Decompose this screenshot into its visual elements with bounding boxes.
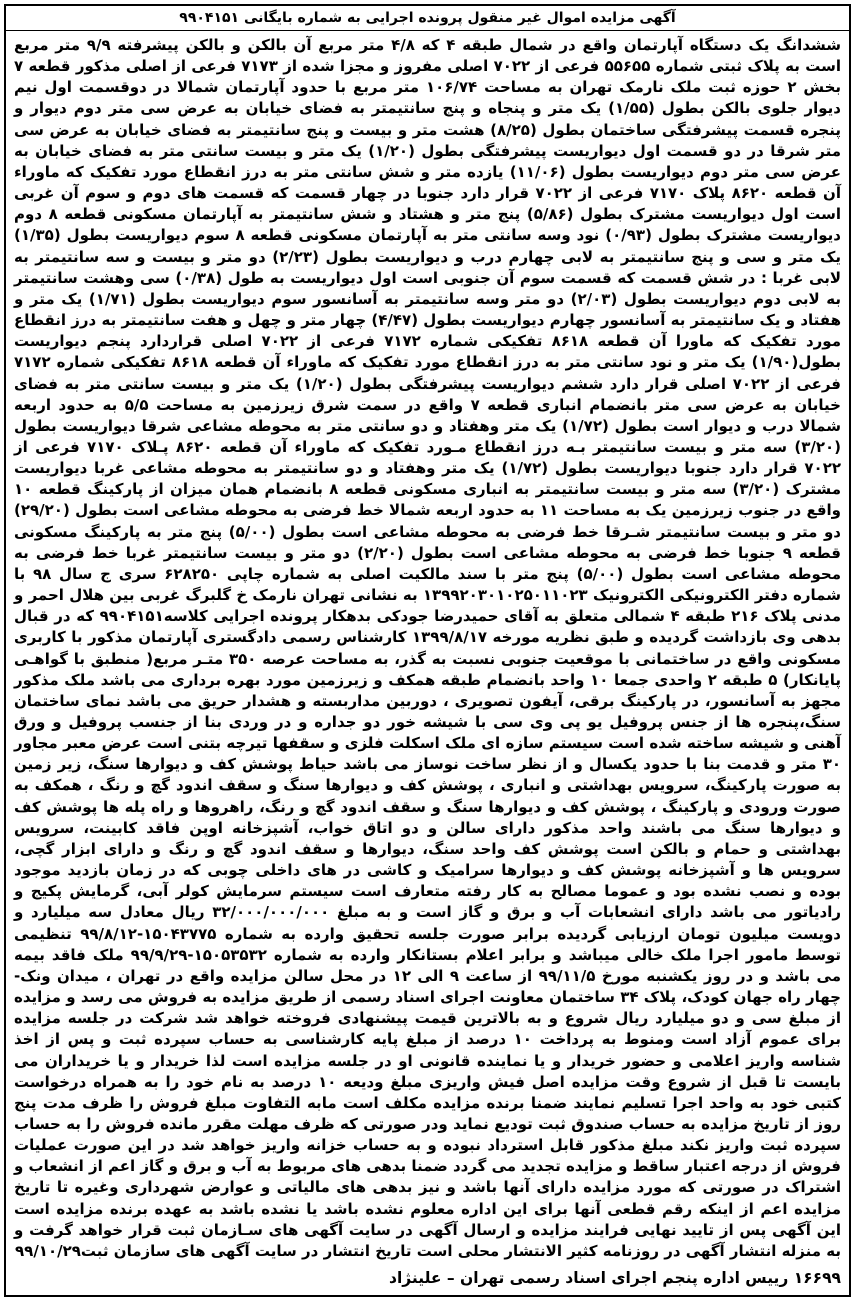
auction-notice <box>4 4 851 1297</box>
notice-body: ششدانگ یک دستگاه آپارتمان واقع در شمال طبقه ۴ که ۴/۸ متر مربع آن بالکن و بالکن پیشرفته ۹/۹ متر مربع است به پلاک ثبتی شماره ۵۵۶۵۵ فرعی از ۷۰۲۲ اصلی مفروز و مجزا شده از ۷۱۷۳ فرعی از اصلی مذکور قطعه ۷ بخش ۲ حوزه ثبت ملک نارمک تهران به مساحت ۱۰۶/۷۴ متر مربع با حدود آپارتمان شمالا در دوقسمت اول نیم دیوار جلوی بالکن بطول (۱/۵۵) یک متر و پنجاه و پنج سانتیمتر به فضای خیابان به عرض سی متر دوم دیوار و پنجره قسمت پیشرفتگی ساختمان بطول (۸/۲۵) هشت متر و بیست و پنج سانتیمتر به فضای خیابان به عرض سی متر شرقا در دو قسمت اول دیواریست پیشرفتگی بطول (۱/۲۰) یک متر و بیست سانتی متر به فضای خیابان به عرض سی متر دوم دیواریست بطول (۱۱/۰۶) یازده متر و شش سانتی متر به درز انقطاع مورد تفکیک که ماوراء آن قطعه ۸۶۲۰ پلاک ۷۱۷۰ فرعی از ۷۰۲۲ قرار دارد جنوبا در چهار قسمت که قسمت های دوم و سوم آن غربی است اول دیواریست مشترک بطول (۵/۸۶) پنج متر و هشتاد و شش سانتیمتر به آپارتمان مسکونی قطعه ۸ دوم دیواریست مشترک بطول (۰/۹۳) نود وسه سانتی متر به آپارتمان مسکونی قطعه ۸ سوم دیواریست بطول (۱/۳۵) یک متر و سی و پنج سانتیمتر به لابی چهارم درب و دیواریست بطول (۲/۲۳) دو متر و بیست و سه سانتیمتر به لابی غربا : در شش قسمت که قسمت سوم آن جنوبی است اول دیواریست به طول (۰/۳۸) سی وهشت سانتیمتر به لابی دوم دیواریست بطول (۲/۰۳) دو متر وسه سانتیمتر به آسانسور سوم دیواریست بطول (۱/۷۱) یک متر و هفتاد و یک سانتیمتر به آسانسور چهارم دیواریست بطول (۴/۴۷) چهار متر و چهل و هفت سانتیمتر به درز انقطاع مورد تفکیک که ماورا آن قطعه ۸۶۱۸ تفکیکی شماره ۷۱۷۲ فرعی از ۷۰۲۲ اصلی قراردارد پنجم دیواریست بطول(۱/۹۰) یک متر و نود سانتی متر به درز انقطاع مورد تفکیک که ماوراء آن قطعه ۸۶۱۸ تفکیکی شماره ۷۱۷۲ فرعی از ۷۰۲۲ اصلی قرار دارد ششم دیواریست پیشرفتگی بطول (۱/۲۰) یک متر و بیست سانتی متر به فضای خیابان به عرض سی متر بانضمام انباری قطعه ۷ واقع در سمت شرق زیرزمین به مساحت ۵/۵ به حدود اربعه شمالا درب و دیوار است بطول (۱/۷۲) یک متر وهفتاد و دو سانتی متر به محوطه مشاعی شرقا دیواریست بطول (۳/۲۰) سه متر و بیست سانتیمتر بـه درز انقطاع مـورد تفکیک که ماوراء آن قطعه ۸۶۲۰ پـلاک ۷۱۷۰ فرعی از ۷۰۲۲ قرار دارد جنوبا دیواریست بطول (۱/۷۲) یک متر وهفتاد و دو سانتیمتر به محوطه مشاعی غربا دیواریست مشترک (۳/۲۰) سه متر و بیست سانتیمتر به انباری مسکونی قطعه ۸ بانضمام همان میزان از پارکینگ قطعه ۱۰ واقع در جنوب زیرزمین یک به مساحت ۱۱ به حدود اربعه شمالا خط فرضی به محوطه مشاعی است بطول (۲۹/۲۰) دو متر و بیست سانتیمتر شـرقا خط فرضی به محوطه مشاعی است بطول (۵/۰۰) پنج متر به پارکینگ مسکونی قطعه ۹ جنوبا خط فرضی به محوطه مشاعی است بطول (۲/۲۰) دو متر و بیست سانتیمتر غربا خط فرضی به محوطه مشاعی است بطول (۵/۰۰) پنج متر با سند مالکیت اصلی به شماره چاپی ۶۲۸۲۵۰ سری ج سال ۹۸ با شماره دفتر الکترونیکی الکترونیک ۱۳۹۹۲۰۳۰۱۰۲۵۰۱۱۰۲۳ به نشانی تهران نارمک خ گلبرگ غربی بین هلال احمر و مدنی پلاک ۲۱۶ طبقه ۴ شمالی متعلق به آقای حمیدرضا جودکی بدهکار پرونده اجرایی کلاسه۹۹۰۴۱۵۱ که در قبال بدهی وی بازداشت گردیده و طبق نظریه مورخه ۱۳۹۹/۸/۱۷ کارشناس رسمی دادگستری آپارتمان مذکور با کاربری مسکونی واقع در ساختمانی با موقعیت جنوبی نسبت به گذر، به مساحت عرصه ۳۵۰ متـر مربع( منطبق با گواهـی پایانکار) ۵ طبقه ۲ واحدی جمعا ۱۰ واحد بانضمام طبقه همکف و زیرزمین مورد بهره برداری می باشد ملک مذکور مجهز به آسانسور، در پارکینگ برقی، آیفون تصویری ، دوربین مداربسته و هشدار حریق می باشد نمای ساختمان سنگ،پنجره ها از جنس پروفیل یو پی وی سی با شیشه خور دو جداره و در وردی بنا از جنسب پروفیل و ورق آهنی و شیشه ساخته شده است سیستم سازه ای ملک اسکلت فلزی و سقفها تیرچه بتنی است عرض معبر مجاور ۳۰ متر و قدمت بنا با حدود یکسال و از نظر ساخت نوساز می باشد حیاط پوشش کف و دیوارها سنگ، زیر زمین به صورت پارکینگ، سرویس بهداشتی و انباری ، پوشش کف و دیوارها سنگ و سقف اندود گچ و رنگ ، همکف به صورت ورودی و پارکینگ ، پوشش کف و دیوارها سنگ و سقف اندود گچ و رنگ، راهروها و راه پله ها پوشش کف و دیوارها سنگ می باشند واحد مذکور دارای سالن و دو اتاق خواب، آشپزخانه اوپن فاقد کابینت، سرویس بهداشتی و حمام و بالکن است پوشش کف واحد سنگ، دیوارها و سقف اندود گچ و رنگ و دارای ابزار گچی، سرویس ها و آشپزخانه پوشش کف و دیوارها سرامیک و کاشی در های داخلی چوبی که در زمان بازدید موجود بوده و نصب نشده بود و عموما مصالح به کار رفته متعارف است سیستم سرمایش کولر آبی، گرمایش پکیج و رادیاتور می باشد دارای انشعابات آب و برق و گاز است و به مبلغ ۳۲/۰۰۰/۰۰۰/۰۰۰ ریال معادل سه میلیارد و دویست میلیون تومان ارزیابی گردیده برابر صورت جلسه تحقیق وارده به شماره ۱۵۰۴۳۷۷۵-۹۹/۸/۱۲ تنظیمی توسط مامور اجرا ملک خالی میباشد و برابر اعلام بستانکار وارده به شماره ۱۵۰۵۳۵۳۲-۹۹/۹/۲۹ ملک فاقد بیمه می باشد و در روز یکشنبه مورخ ۹۹/۱۱/۵ از ساعت ۹ الی ۱۲ در محل سالن مزایده واقع در تهران ، میدان ونک- چهار راه جهان کودک، پلاک ۳۴ ساختمان معاونت اجرای اسناد رسمی از طریق مزایده به فروش می رسد و مزایده از مبلغ سی و دو میلیارد ریال شروع و به بالاترین قیمت پیشنهادی فروخته خواهد شد شرکت در جلسه مزایده برای عموم آزاد است ومنوط به پرداخت ۱۰ درصد از مبلغ پایه کارشناسی به حساب سپرده ثبت و پس از اخذ شناسه واریز اعلامی و حضور خریدار و یا نماینده قانونی او در جلسه مزایده است لذا خریدار و یا خریداران می بایست تا قبل از شروع وقت مزایده اصل فیش واریزی مبلغ ودیعه ۱۰ درصد به نام خود را به همراه درخواست کتبی خود به واحد اجرا تسلیم نمایند ضمنا برنده مزایده مکلف است مابه التفاوت مبلغ فروش را ظرف مدت پنج روز از تاریخ مزایده به حساب صندوق ثبت تودیع نماید ودر صورتی که ظرف مهلت مقرر مانده فروش را به حساب سپرده ثبت واریز نکند مبلغ مذکور قابل استرداد نبوده و به حساب خزانه واریز خواهد شد در این صورت عملیات فروش از درجه اعتبار ساقط و مزایده تجدید می گردد ضمنا بدهی های مربوط به آب و برق و گاز اعم از انشعاب و اشتراک در صورتی که مورد مزایده دارای آنها باشد و نیز بدهی های مالیاتی و عوارض شهرداری وغیره تا تاریخ مزایده اعم از اینکه رقم قطعی آنها برای این اداره معلوم نشده باشد یا نشده باشد به عهده برنده مزایده است این آگهی پس از تایید نهایی فرایند مزایده و ارسال آگهی در سایت آگهی های سـازمان ثبت قرار خواهد گرفت و به منزله انتشار آگهی در روزنامه کثیر الانتشار محلی است تاریخ انتشار در سایت آگهی های سازمان ثبت۹۹/۱۰/۲۹ <box>14 36 842 1260</box>
notice-signature: ۱۶۶۹۹ رییس اداره پنجم اجرای اسناد رسمی تهران – علینژاد <box>389 1269 841 1287</box>
notice-heading: آگهی مزایده اموال غیر منقول پرونده اجرایی به شماره بایگانی ۹۹۰۴۱۵۱ <box>6 6 849 31</box>
